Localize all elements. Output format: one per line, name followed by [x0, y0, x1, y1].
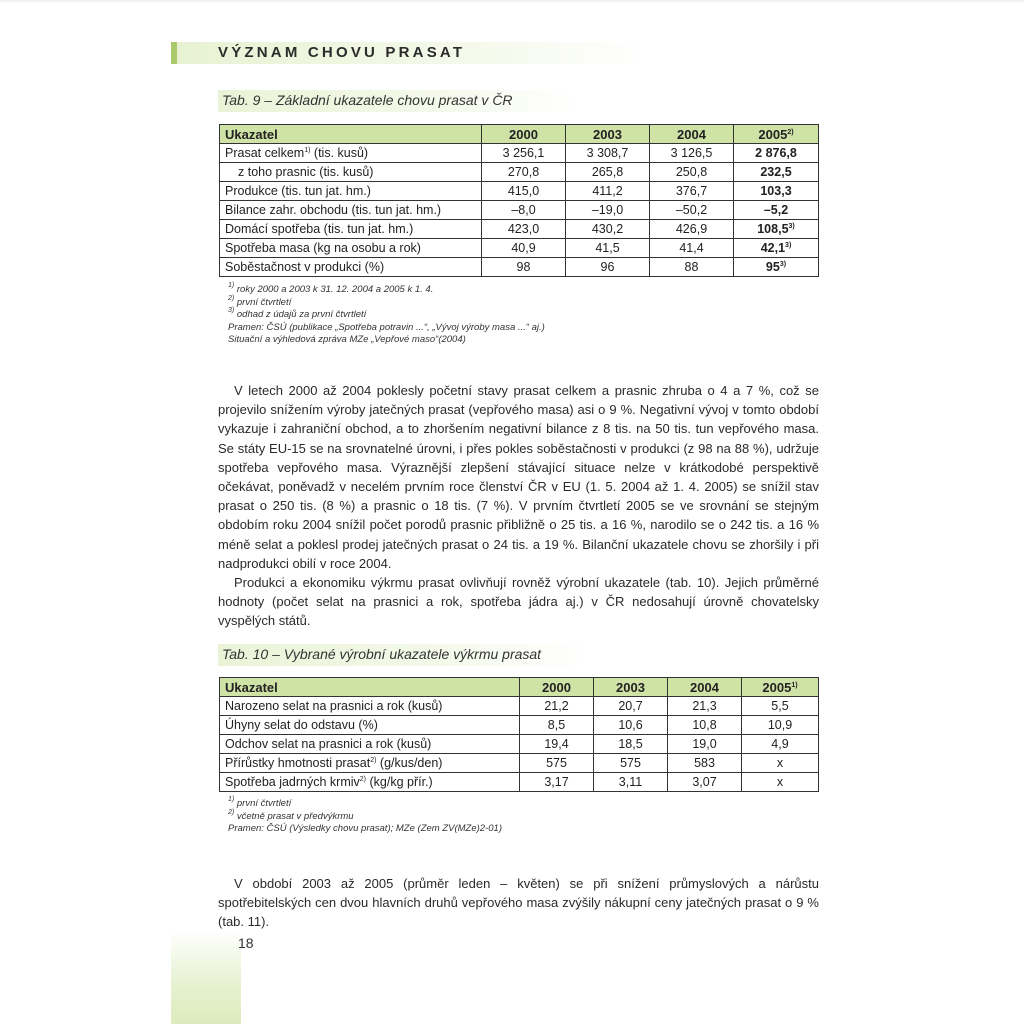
table9-note	[228, 284, 545, 297]
note-text: roky 2000 a 2003 k 31. 12. 2004 a 2005 k 1. 4.	[236, 284, 434, 295]
table10-row	[220, 754, 819, 773]
table9-header-year	[734, 125, 819, 144]
cell-value: 108,5	[757, 221, 789, 236]
cell-value: 10,9	[767, 717, 793, 732]
table9-row-label	[220, 258, 482, 277]
table9-header-year: 2003	[566, 125, 650, 144]
table10-row	[220, 735, 819, 754]
table9-header-year: 2004	[650, 125, 734, 144]
table9-caption: Tab. 9 – Základní ukazatele chovu prasat v ČR	[222, 92, 513, 108]
cell-value: 42,1	[760, 240, 786, 255]
table10-note	[228, 823, 502, 836]
table9-note	[228, 309, 545, 322]
row-label-text: Domácí spotřeba (tis. tun jat. hm.)	[225, 221, 414, 236]
note-footnote-mark: 1)	[228, 796, 235, 803]
cell-value: 430,2	[591, 221, 624, 236]
table9-row-label	[220, 182, 482, 201]
table9-note	[228, 322, 545, 335]
note-text: Pramen: ČSÚ (publikace „Spotřeba potravin ...“, „Vývoj výroby masa ...“ aj.)	[228, 321, 545, 333]
paragraph: Produkci a ekonomiku výkrmu prasat ovlivňují rovněž výrobní ukazatele (tab. 10). Jejich průměrné hodnoty (počet selat na prasnici a rok, spotřeba jádra aj.) v ČR nedosahují úrovně chovatelsky vyspělých států.	[218, 575, 819, 629]
row-label-text: Přírůstky hmotnosti prasat	[225, 755, 371, 770]
note-text: odhad z údajů za první čtvrtletí	[236, 309, 367, 320]
table9-cell	[566, 163, 650, 182]
cell-value: x	[776, 774, 784, 789]
table10-row	[220, 697, 819, 716]
row-label-text: Narozeno selat na prasnici a rok (kusů)	[225, 698, 443, 713]
table10-cell	[594, 716, 668, 735]
table10-cell	[594, 735, 668, 754]
table9-cell	[650, 163, 734, 182]
row-label-text: z toho prasnic (tis. kusů)	[238, 164, 374, 179]
note-footnote-mark: 2)	[228, 808, 235, 816]
table10-cell	[520, 697, 594, 716]
table10-row	[220, 773, 819, 792]
table10-cell	[742, 716, 819, 735]
note-text: první čtvrtletí	[236, 296, 292, 308]
table9	[219, 124, 819, 277]
cell-value: 41,5	[595, 240, 620, 255]
cell-value: 5,5	[771, 698, 789, 713]
table9-cell	[734, 201, 819, 220]
cell-value: 376,7	[675, 183, 708, 198]
note-text: první čtvrtletí	[236, 798, 292, 809]
table10-header-label: Ukazatel	[220, 678, 520, 697]
cell-value: 8,5	[547, 717, 566, 732]
body-text-block	[218, 381, 819, 631]
table10-cell	[742, 754, 819, 773]
table10-row-label	[220, 773, 520, 792]
table9-header-label: Ukazatel	[220, 125, 482, 144]
table9-header-year: 2000	[482, 125, 566, 144]
cell-value: 95	[765, 259, 780, 274]
cell-value: 265,8	[591, 164, 624, 179]
body-text-block	[218, 874, 819, 932]
cell-value: 583	[694, 755, 715, 770]
table9-row-label	[220, 220, 482, 239]
cell-footnote-mark: 3)	[785, 241, 792, 249]
row-label-text: Bilance zahr. obchodu (tis. tun jat. hm.)	[225, 202, 442, 217]
table9-cell	[482, 258, 566, 277]
footer-accent-band	[171, 930, 241, 1024]
table10-row-label	[220, 716, 520, 735]
table10-header-year: 2000	[520, 678, 594, 697]
table10-row	[220, 716, 819, 735]
cell-value: –8,0	[511, 202, 536, 217]
table10-cell	[668, 697, 742, 716]
note-text: Situační a výhledová zpráva MZe „Vepřové maso“(2004)	[228, 334, 466, 345]
table10-caption: Tab. 10 – Vybrané výrobní ukazatele výkrmu prasat	[222, 646, 542, 662]
cell-value: 96	[600, 259, 615, 274]
row-label-unit: (kg/kg přír.)	[366, 774, 433, 789]
table10-header-year-text: 2005	[762, 679, 792, 695]
cell-value: 10,6	[618, 717, 643, 732]
cell-value: 3,07	[692, 774, 717, 789]
cell-value: 10,8	[692, 717, 717, 732]
table9-cell	[734, 144, 819, 163]
table9-cell	[650, 201, 734, 220]
table9-cell	[734, 163, 819, 182]
row-label-text: Spotřeba jadrných krmiv	[225, 774, 360, 789]
table9-cell	[482, 201, 566, 220]
table10-header-footnote-mark: 1)	[791, 681, 798, 689]
note-text: včetně prasat v předvýkrmu	[236, 810, 354, 822]
cell-footnote-mark: 3)	[779, 260, 787, 268]
paragraph: V letech 2000 až 2004 poklesly početní stavy prasat celkem a prasnic zhruba o 4 a 7 %, což se projevilo snížením výroby jatečných prasat (vepřového masa) asi o 9 %. Negativní vývoj v tomto období vykazuje i zahraniční obchod, a to zhoršením negativní bilance z 8 tis. na 50 tis. tun vepřového masa. Se státy EU-15 se na srovnatelné úrovni, i přes pokles soběstačnosti v produkci (z 98 na 88 %), udržuje spotřeba vepřového masa. Výraznější zlepšení stávající situace nelze v krátkodobé perspektivě očekávat, poněvadž v necelém prvním roce členství ČR v EU (1. 5. 2004 až 1. 4. 2005) se snížil stav prasat o 250 tis. (8 %) a prasnic o 18 tis. (7 %). V prvním čtvrtletí 2005 se ve srovnání se stejným obdobím roku 2004 snížil počet porodů prasnic přibližně o 25 tis. a 16 %, narodilo se o 242 tis. a 16 % méně selat a poklesl prodej jatečných prasat o 24 tis. a 19 %. Bilanční ukazatele chovu se zhoršily i při nadprodukci obilí v roce 2004.	[218, 383, 819, 571]
cell-value: 21,2	[544, 698, 569, 713]
table10-header-year: 2004	[668, 678, 742, 697]
row-label-text: Soběstačnost v produkci (%)	[225, 259, 385, 274]
table9-note	[228, 294, 545, 310]
cell-value: 3 256,1	[502, 145, 545, 160]
table10-cell	[520, 735, 594, 754]
cell-value: 98	[516, 259, 531, 274]
table9-cell	[734, 182, 819, 201]
table9-cell	[566, 144, 650, 163]
cell-value: 2 876,8	[755, 145, 797, 160]
cell-value: 3 126,5	[670, 145, 713, 160]
cell-value: 19,0	[692, 736, 717, 751]
cell-value: 88	[684, 259, 699, 274]
table9-cell	[650, 239, 734, 258]
cell-value: x	[776, 755, 784, 770]
table9-row-label	[220, 144, 482, 163]
table10-header-year	[742, 678, 819, 697]
table9-row	[220, 258, 819, 277]
table10-notes	[228, 798, 502, 836]
table9-cell	[650, 144, 734, 163]
table10-cell	[668, 773, 742, 792]
table9-cell	[566, 182, 650, 201]
table9-row-label	[220, 201, 482, 220]
row-label-footnote-mark: 1)	[304, 146, 311, 154]
cell-value: 415,0	[507, 183, 540, 198]
cell-value: 411,2	[592, 183, 623, 198]
page-top-edge	[0, 0, 1024, 2]
cell-value: 21,3	[692, 698, 717, 713]
table9-row	[220, 182, 819, 201]
table9-cell	[566, 220, 650, 239]
table9-header-year-text: 2005	[758, 126, 788, 142]
table10-cell	[594, 754, 668, 773]
table10-row-label	[220, 697, 520, 716]
page-number: 18	[238, 935, 254, 951]
cell-value: 250,8	[675, 164, 708, 179]
cell-value: 575	[620, 755, 641, 770]
table9-row	[220, 163, 819, 182]
table10-cell	[594, 773, 668, 792]
table9-row	[220, 220, 819, 239]
table10	[219, 677, 819, 792]
cell-value: –50,2	[675, 202, 708, 217]
table9-row-label	[220, 163, 482, 182]
cell-value: –5,2	[763, 202, 789, 217]
row-label-text: Odchov selat na prasnici a rok (kusů)	[225, 736, 432, 751]
table10-cell	[668, 716, 742, 735]
table9-note	[228, 334, 545, 347]
table9-cell	[650, 182, 734, 201]
table9-row-label	[220, 239, 482, 258]
table10-note	[228, 808, 502, 824]
table9-cell	[482, 163, 566, 182]
note-text: Pramen: ČSÚ (Výsledky chovu prasat); MZe (Zem ZV(MZe)2-01)	[228, 823, 502, 834]
cell-value: 41,4	[679, 240, 704, 255]
table9-cell	[566, 239, 650, 258]
cell-value: 19,4	[544, 736, 569, 751]
cell-value: 270,8	[507, 164, 540, 179]
cell-value: 426,9	[675, 221, 708, 236]
note-footnote-mark: 3)	[228, 307, 235, 314]
table10-header-row	[220, 678, 819, 697]
table9-header-row	[220, 125, 819, 144]
cell-value: 18,5	[618, 736, 643, 751]
table9-cell	[734, 220, 819, 239]
cell-value: 103,3	[760, 183, 792, 198]
table10-cell	[742, 697, 819, 716]
cell-value: 20,7	[618, 698, 643, 713]
row-label-text: Produkce (tis. tun jat. hm.)	[225, 183, 371, 198]
table10-cell	[520, 754, 594, 773]
row-label-footnote-mark: 2)	[359, 775, 367, 783]
table9-notes	[228, 284, 545, 347]
table9-cell	[482, 144, 566, 163]
row-label-text: Spotřeba masa (kg na osobu a rok)	[225, 240, 421, 255]
paragraph: V období 2003 až 2005 (průměr leden – květen) se při snížení průmyslových a nárůstu spotřebitelských cen dvou hlavních druhů vepřového masa zvýšily nákupní ceny jatečných prasat o 9 % (tab. 11).	[218, 876, 819, 930]
row-label-unit: (g/kus/den)	[376, 755, 443, 770]
cell-value: 423,0	[507, 221, 540, 236]
cell-value: 575	[546, 755, 567, 770]
row-label-text: Prasat celkem	[225, 145, 305, 160]
section-title: VÝZNAM CHOVU PRASAT	[218, 44, 466, 61]
table10-note	[228, 798, 502, 811]
row-label-text: Úhyny selat do odstavu (%)	[225, 717, 378, 732]
cell-footnote-mark: 3)	[788, 222, 795, 230]
cell-value: –19,0	[591, 202, 624, 217]
table9-cell	[734, 258, 819, 277]
table9-header-footnote-mark: 2)	[787, 128, 794, 136]
table9-row	[220, 144, 819, 163]
table10-cell	[668, 754, 742, 773]
table9-row	[220, 201, 819, 220]
row-label-unit: (tis. kusů)	[310, 145, 369, 160]
table10-cell	[520, 716, 594, 735]
cell-value: 232,5	[760, 164, 792, 179]
table9-cell	[482, 220, 566, 239]
cell-value: 4,9	[771, 736, 789, 751]
table10-cell	[594, 697, 668, 716]
table9-cell	[734, 239, 819, 258]
table10-cell	[742, 735, 819, 754]
table10-cell	[520, 773, 594, 792]
table9-cell	[566, 258, 650, 277]
table9-cell	[482, 239, 566, 258]
cell-value: 3,11	[618, 774, 643, 789]
table9-cell	[566, 201, 650, 220]
table10-row-label	[220, 735, 520, 754]
table9-row	[220, 239, 819, 258]
table10-row-label	[220, 754, 520, 773]
note-footnote-mark: 2)	[228, 294, 235, 302]
row-label-footnote-mark: 2)	[370, 756, 377, 764]
cell-value: 40,9	[511, 240, 536, 255]
cell-value: 3,17	[544, 774, 569, 789]
note-footnote-mark: 1)	[228, 282, 235, 289]
table9-cell	[482, 182, 566, 201]
cell-value: 3 308,7	[586, 145, 629, 160]
table10-header-year: 2003	[594, 678, 668, 697]
table10-cell	[742, 773, 819, 792]
table10-cell	[668, 735, 742, 754]
table9-cell	[650, 258, 734, 277]
table9-cell	[650, 220, 734, 239]
